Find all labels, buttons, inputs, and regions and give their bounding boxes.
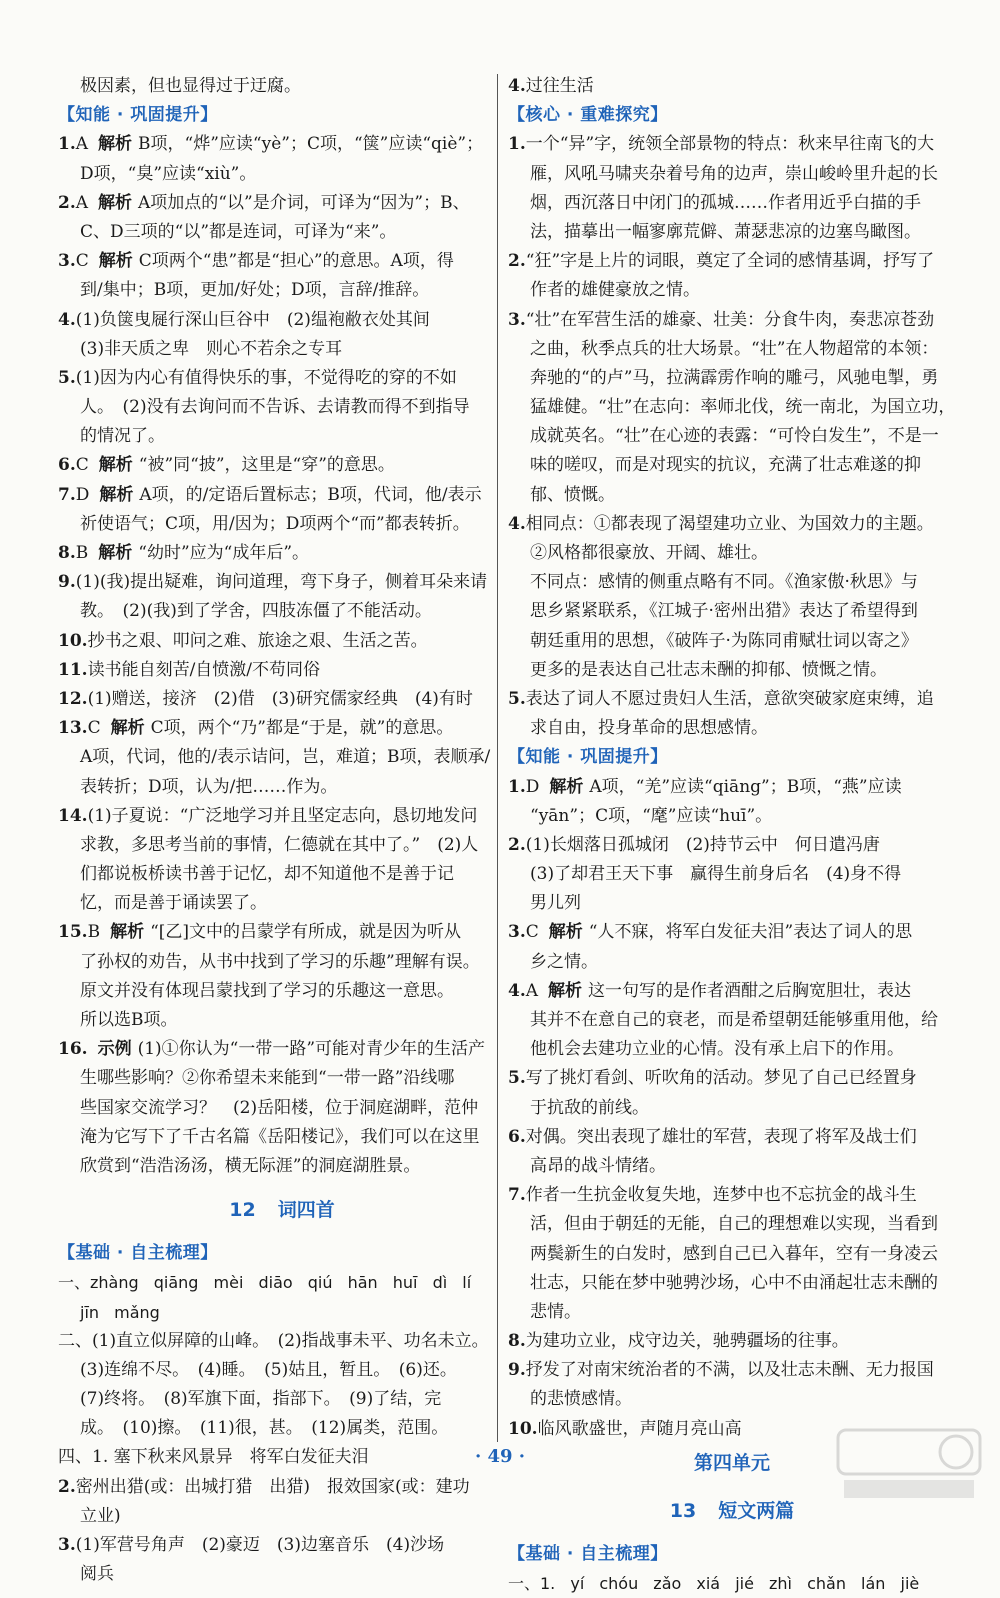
item-number: 1. bbox=[508, 134, 526, 155]
section-heading: 【知能 · 巩固提升】 bbox=[58, 105, 218, 126]
answer-item bbox=[508, 1356, 956, 1385]
item-text: “幼时”应为“成年后”。 bbox=[138, 543, 310, 563]
answer-item bbox=[58, 451, 506, 480]
item-text: (1)负箧曳屣行深山巨谷中 (2)缊袍敝衣处其间 bbox=[75, 309, 430, 330]
item-number: 16. bbox=[58, 1039, 88, 1060]
item-number: 15. bbox=[58, 922, 88, 943]
text-line: 人。 (2)没有去询问而不告诉、去请教而得不到指导 bbox=[80, 397, 470, 418]
item-text: “壮”在军营生活的雄豪、壮美：分食牛肉，奏悲凉苍劲 bbox=[525, 309, 935, 330]
item-number: 9. bbox=[508, 1360, 526, 1381]
text-line: 作者的雄健豪放之情。 bbox=[530, 280, 700, 301]
text-line: 阅兵 bbox=[80, 1564, 114, 1585]
item-number: 5. bbox=[508, 688, 526, 709]
item-text: “狂”字是上片的词眼，奠定了全词的感情基调，抒写了 bbox=[525, 251, 935, 272]
section-heading: 【核心 · 重难探究】 bbox=[508, 105, 668, 126]
text-line: 于抗敌的前线。 bbox=[530, 1097, 649, 1118]
text-line: 求自由，投身革命的思想感情。 bbox=[530, 718, 768, 739]
text-line: 生哪些影响？②你希望未来能到“一带一路”沿线哪 bbox=[80, 1068, 455, 1089]
answer-item bbox=[508, 1123, 956, 1152]
answer-item bbox=[508, 831, 956, 860]
text-line: 成。 (10)擦。 (11)很，甚。 (12)属类，范围。 bbox=[80, 1418, 449, 1439]
text-line: 奔驰的“的卢”马，拉满霹雳作响的雕弓，风驰电掣，勇 bbox=[530, 367, 939, 388]
choice-letter: B bbox=[75, 543, 89, 563]
text-line: “yān”；C项，“麾”应读“huī”。 bbox=[530, 805, 773, 826]
text-line: 不同点：感情的侧重点略有不同。《渔家傲·秋思》与 bbox=[530, 572, 918, 593]
item-text: A项，“羌”应读“qiāng”；B项，“燕”应读 bbox=[589, 776, 902, 797]
item-number: 4. bbox=[508, 76, 526, 96]
item-text: 抒发了对南宋统治者的不满，以及壮志未酬、无力报国 bbox=[525, 1360, 934, 1381]
item-number: 7. bbox=[58, 484, 76, 505]
item-text: C项，两个“乃”都是“于是，就”的意思。 bbox=[150, 718, 454, 739]
answer-item bbox=[508, 1327, 956, 1356]
right-column bbox=[508, 72, 956, 1598]
text-line: 求教，多思考当前的事情，仁德就在其中了。” (2)人 bbox=[80, 834, 479, 855]
item-number: 6. bbox=[508, 1126, 526, 1147]
item-number: 6. bbox=[58, 455, 76, 476]
item-number: 4. bbox=[58, 309, 76, 330]
answer-item bbox=[508, 1181, 956, 1210]
answer-item bbox=[508, 247, 956, 276]
text-line: 猛雄健。“壮”在志向：率师北伐，统一南北，为国立功， bbox=[530, 397, 956, 418]
text-line: (3)连绵不尽。 (4)睡。 (5)姑且，暂且。 (6)还。 bbox=[80, 1359, 457, 1380]
item-text: 对偶。突出表现了雄壮的军营，表现了将军及战士们 bbox=[525, 1126, 917, 1147]
item-text: (1)长烟落日孤城闭 (2)持节云中 何日遣冯唐 bbox=[525, 834, 880, 855]
text-line: (7)终将。 (8)军旗下面，指部下。 (9)了结，完 bbox=[80, 1389, 442, 1410]
answer-item bbox=[58, 247, 506, 276]
lesson-name: 短文两篇 bbox=[718, 1499, 795, 1522]
lesson-number: 13 bbox=[669, 1499, 697, 1522]
item-text: A项，的/定语后置标志；B项，代词，他/表示 bbox=[139, 484, 482, 505]
answer-item bbox=[508, 510, 956, 539]
text-line: 两鬓新生的白发时，感到自己已入暮年，空有一身凌云 bbox=[530, 1243, 938, 1264]
item-text: “被”同“披”，这里是“穿”的意思。 bbox=[138, 455, 395, 476]
item-number: 11. bbox=[58, 659, 88, 680]
item-number: 3. bbox=[58, 251, 76, 272]
lesson-name: 词四首 bbox=[277, 1199, 335, 1222]
analysis-label: 解析 bbox=[549, 776, 584, 797]
item-number: 14. bbox=[58, 805, 88, 826]
item-number: 4. bbox=[508, 513, 526, 534]
answer-item bbox=[58, 1035, 506, 1064]
text-line: 到/集中；B项，更加/好处；D项，言辞/推辞。 bbox=[80, 280, 430, 301]
item-number: 3. bbox=[508, 922, 526, 943]
example-label: 示例 bbox=[97, 1039, 132, 1060]
text-line: 所以选B项。 bbox=[80, 1010, 178, 1030]
item-text: (1)军营号角声 (2)豪迈 (3)边塞音乐 (4)沙场 bbox=[75, 1535, 445, 1555]
text-line: 原文并没有体现吕蒙找到了学习的乐趣这一意思。 bbox=[80, 980, 454, 1001]
text-line: 欣赏到“浩浩汤汤，横无际涯”的洞庭湖胜景。 bbox=[80, 1155, 421, 1176]
item-number: 12. bbox=[58, 688, 88, 709]
text-line: 淹为它写下了千古名篇《岳阳楼记》，我们可以在这里 bbox=[80, 1126, 480, 1147]
item-number: 9. bbox=[58, 572, 76, 593]
lesson-number: 12 bbox=[229, 1199, 256, 1222]
item-number: 8. bbox=[58, 543, 76, 563]
item-text: 临风歌盛世，声随月亮山高 bbox=[537, 1418, 742, 1439]
section-heading: 【基础 · 自主梳理】 bbox=[58, 1243, 218, 1264]
answer-item bbox=[58, 568, 506, 597]
item-number: 3. bbox=[508, 309, 526, 330]
item-text: B项，“烨”应读“yè”；C项，“箧”应读“qiè”； bbox=[138, 134, 484, 155]
item-text: 这一句写的是作者酒酣之后胸宽胆壮，表达 bbox=[588, 980, 912, 1001]
text-line: 壮志，只能在梦中驰骋沙场，心中不由涌起壮志未酬的 bbox=[530, 1272, 938, 1293]
answer-item bbox=[58, 802, 506, 831]
answer-item bbox=[58, 1473, 506, 1502]
answer-item bbox=[58, 306, 506, 335]
text-line: 极因素，但也显得过于迂腐。 bbox=[80, 76, 301, 96]
answer-item bbox=[508, 1064, 956, 1093]
text-line: 雁，风吼马啸夹杂着号角的边声，崇山峻岭里升起的长 bbox=[530, 163, 938, 184]
lesson-title bbox=[58, 1181, 506, 1239]
text-line: 男儿列 bbox=[530, 893, 581, 914]
answer-item bbox=[508, 685, 956, 714]
choice-letter: D bbox=[75, 484, 90, 505]
text-line: 高昂的战斗情绪。 bbox=[530, 1155, 666, 1176]
item-number: 2. bbox=[58, 192, 76, 213]
choice-letter: C bbox=[75, 455, 89, 476]
item-text: “[乙]文中的吕蒙学有所成，就是因为听从 bbox=[150, 922, 462, 943]
item-text: 抄书之艰、叩问之难、旅途之艰、生活之苦。 bbox=[87, 630, 428, 651]
choice-letter: D bbox=[525, 776, 540, 797]
text-line: 立业) bbox=[80, 1505, 121, 1526]
column-divider bbox=[497, 74, 498, 1442]
answer-item bbox=[508, 130, 956, 159]
choice-letter: A bbox=[75, 134, 89, 155]
item-text: 为建功立业，戍守边关，驰骋疆场的往事。 bbox=[525, 1331, 849, 1352]
item-text: (1)①你认为“一带一路”可能对青少年的生活产 bbox=[137, 1039, 486, 1060]
answer-item bbox=[58, 656, 506, 685]
answer-item bbox=[508, 306, 956, 335]
item-text: (1)因为内心有值得快乐的事，不觉得吃的穿的不如 bbox=[75, 367, 457, 388]
item-number: 10. bbox=[508, 1418, 538, 1439]
item-text: 作者一生抗金收复失地，连梦中也不忘抗金的战斗生 bbox=[525, 1185, 917, 1206]
choice-letter: C bbox=[525, 922, 539, 943]
text-line: 表转折；D项，认为/把……作为。 bbox=[80, 776, 338, 797]
text-line: 味的嗟叹，而是对现实的抗议，充满了壮志难遂的抑 bbox=[530, 455, 921, 476]
text-line: 法，描摹出一幅寥廓荒僻、萧瑟悲凉的边塞鸟瞰图。 bbox=[530, 221, 921, 242]
item-text: 相同点：①都表现了渴望建功立业、为国效力的主题。 bbox=[525, 513, 934, 534]
text-line: 的悲愤感情。 bbox=[530, 1389, 632, 1410]
text-line: 成就英名。“壮”在心迹的表露：“可怜白发生”，不是一 bbox=[530, 426, 939, 447]
item-text: A项加点的“以”是介词，可译为“因为”；B、 bbox=[138, 192, 470, 213]
text-line: 朝廷重用的思想，《破阵子·为陈同甫赋壮词以寄之》 bbox=[530, 630, 918, 651]
text-line: 之曲，秋季点兵的壮大场景。“壮”在人物超常的本领： bbox=[530, 338, 939, 359]
text-line: C、D三项的“以”都是连词，可译为“来”。 bbox=[80, 221, 397, 242]
answer-item bbox=[58, 918, 506, 947]
text-line: 悲情。 bbox=[530, 1301, 581, 1322]
answer-item bbox=[508, 977, 956, 1006]
analysis-label: 解析 bbox=[548, 922, 583, 943]
section-heading: 【基础 · 自主梳理】 bbox=[508, 1543, 668, 1564]
item-number: 1. bbox=[508, 776, 526, 797]
text-line: 四、1. 塞下秋来风景异 将军白发征夫泪 bbox=[58, 1447, 369, 1468]
item-text: (1)子夏说：“广泛地学习并且坚定志向，恳切地发问 bbox=[87, 805, 478, 826]
answer-item bbox=[58, 714, 506, 743]
text-line: 思乡紧紧联系，《江城子·密州出猎》表达了希望得到 bbox=[530, 601, 918, 622]
page-number: · 49 · bbox=[474, 1446, 526, 1467]
analysis-label: 解析 bbox=[98, 192, 133, 213]
text-line: 乡之情。 bbox=[530, 951, 598, 972]
text-line: 二、(1)直立似屏障的山峰。 (2)指战事未平、功名未立。 bbox=[58, 1330, 489, 1351]
analysis-label: 解析 bbox=[98, 251, 133, 272]
text-line: 的情况了。 bbox=[80, 426, 165, 447]
text-line: ②风格都很豪放、开阔、雄壮。 bbox=[530, 543, 768, 563]
item-number: 2. bbox=[58, 1476, 76, 1497]
pinyin-line: jīn mǎng bbox=[80, 1302, 160, 1322]
text-line: 教。 (2)(我)到了学舍，四肢冻僵了不能活动。 bbox=[80, 601, 432, 622]
item-text: C项两个“患”都是“担心”的意思。A项，得 bbox=[138, 251, 454, 272]
analysis-label: 解析 bbox=[98, 134, 133, 155]
answer-item bbox=[58, 130, 506, 159]
analysis-label: 解析 bbox=[548, 980, 583, 1001]
analysis-label: 解析 bbox=[99, 484, 134, 505]
item-text: 表达了词人不愿过贵妇人生活，意欲突破家庭束缚，追 bbox=[525, 688, 934, 709]
item-number: 7. bbox=[508, 1185, 526, 1206]
text-line: 了孙权的劝告，从书中找到了学习的乐趣”理解有误。 bbox=[80, 951, 480, 972]
text-line: 祈使语气；C项，用/因为；D项两个“而”都表转折。 bbox=[80, 513, 470, 534]
text-line: 更多的是表达自己壮志未酬的抑郁、愤慨之情。 bbox=[530, 659, 887, 680]
item-text: (1)(我)提出疑难，询问道理，弯下身子，侧着耳朵来请 bbox=[75, 572, 488, 593]
item-number: 5. bbox=[508, 1068, 526, 1089]
watermark-logo bbox=[834, 1424, 984, 1504]
text-line: A项，代词，他的/表示诘问，岂，难道；B项，表顺承/ bbox=[80, 747, 491, 768]
left-column bbox=[58, 72, 506, 1589]
item-number: 13. bbox=[58, 718, 88, 739]
item-text: 密州出猎(或：出城打猎 出猎) 报效国家(或：建功 bbox=[75, 1476, 470, 1497]
item-number: 2. bbox=[508, 251, 526, 272]
item-number: 2. bbox=[508, 834, 526, 855]
item-text: 写了挑灯看剑、听吹角的活动。梦见了自己已经置身 bbox=[525, 1068, 917, 1089]
pinyin-line: 一、1. yí chóu zǎo xiá jié zhì chǎn lán jiè bbox=[508, 1574, 920, 1593]
text-line: 活，但由于朝廷的无能，自己的理想难以实现，当看到 bbox=[530, 1214, 938, 1235]
text-line: 烟，西沉落日中闭门的孤城……作者用近乎白描的手 bbox=[530, 192, 921, 213]
item-text: 一个“异”字，统领全部景物的特点：秋来早往南飞的大 bbox=[525, 134, 935, 155]
analysis-label: 解析 bbox=[98, 543, 133, 563]
item-text: 过往生活 bbox=[525, 76, 594, 96]
analysis-label: 解析 bbox=[110, 922, 145, 943]
item-text: (1)赠送，接济 (2)借 (3)研究儒家经典 (4)有时 bbox=[87, 688, 473, 709]
choice-letter: B bbox=[87, 922, 101, 943]
section-heading: 【知能 · 巩固提升】 bbox=[508, 747, 668, 768]
text-line: 忆，而是善于诵读罢了。 bbox=[80, 893, 267, 914]
unit-title: 第四单元 bbox=[693, 1451, 770, 1474]
text-line: 些国家交流学习？ (2)岳阳楼，位于洞庭湖畔，范仲 bbox=[80, 1097, 479, 1118]
item-number: 1. bbox=[58, 134, 76, 155]
analysis-label: 解析 bbox=[110, 718, 145, 739]
item-number: 3. bbox=[58, 1535, 76, 1555]
text-line: 他机会去建功立业的心情。没有承上启下的作用。 bbox=[530, 1039, 904, 1060]
choice-letter: C bbox=[75, 251, 89, 272]
choice-letter: A bbox=[525, 980, 539, 1001]
item-text: “人不寐，将军白发征夫泪”表达了词人的思 bbox=[588, 922, 913, 943]
item-number: 10. bbox=[58, 630, 88, 651]
answer-item bbox=[58, 685, 506, 714]
item-number: 4. bbox=[508, 980, 526, 1001]
answer-item bbox=[508, 918, 956, 947]
item-number: 5. bbox=[58, 367, 76, 388]
choice-letter: A bbox=[75, 192, 89, 213]
text-line: (3)非天质之卑 则心不若余之专耳 bbox=[80, 338, 343, 359]
answer-item bbox=[508, 773, 956, 802]
answer-item bbox=[58, 189, 506, 218]
answer-item bbox=[508, 72, 956, 101]
analysis-label: 解析 bbox=[98, 455, 133, 476]
pinyin-line: 一、zhàng qiāng mèi diāo qiú hān huī dì lí bbox=[58, 1273, 472, 1293]
text-line: D项，“臭”应读“xiù”。 bbox=[80, 163, 257, 184]
text-line: 郁、愤慨。 bbox=[530, 484, 615, 505]
answer-item bbox=[58, 539, 506, 568]
answer-item bbox=[58, 364, 506, 393]
text-line: 们都说板桥读书善于记忆，却不知道他不是善于记 bbox=[80, 864, 454, 885]
answer-item bbox=[58, 627, 506, 656]
text-line: (3)了却君王天下事 赢得生前身后名 (4)身不得 bbox=[530, 864, 902, 885]
answer-item bbox=[58, 1531, 506, 1560]
item-text: 读书能自刻苦/自愤激/不苟同俗 bbox=[87, 659, 321, 680]
choice-letter: C bbox=[87, 718, 101, 739]
text-line: 其并不在意自己的衰老，而是希望朝廷能够重用他，给 bbox=[530, 1010, 938, 1030]
item-number: 8. bbox=[508, 1331, 526, 1352]
answer-item bbox=[58, 481, 506, 510]
